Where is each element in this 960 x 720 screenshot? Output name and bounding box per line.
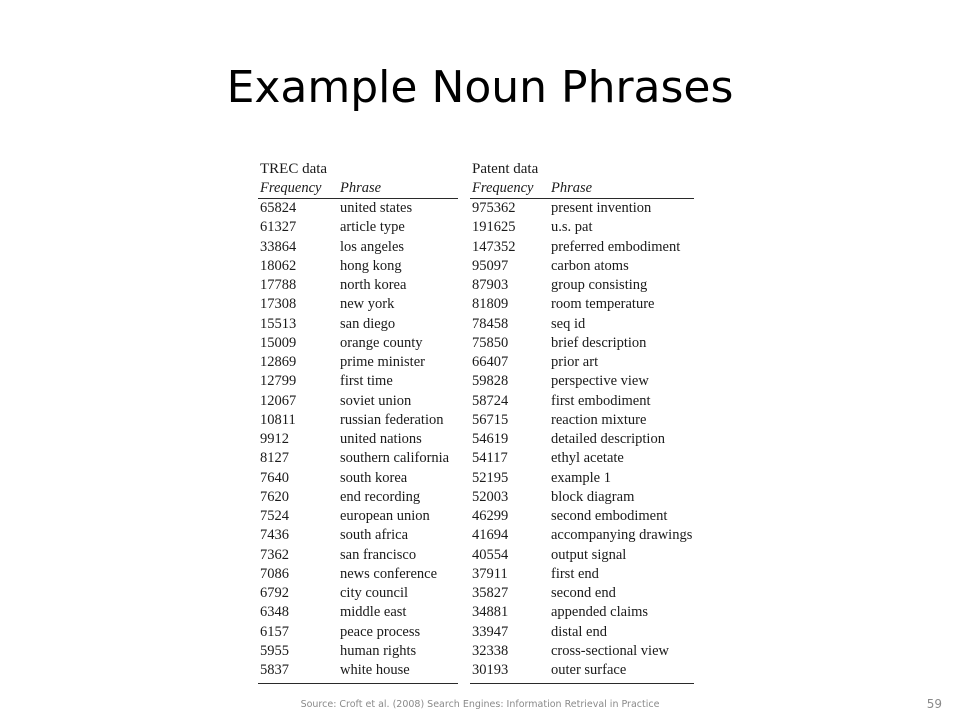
trec-frequency-cell: 7640 (260, 469, 289, 486)
patent-frequency-header: Frequency (472, 180, 534, 196)
trec-frequency-cell: 7620 (260, 488, 289, 505)
trec-phrase-cell: news conference (340, 565, 438, 582)
trec-phrase-cell: san diego (340, 315, 396, 332)
patent-frequency-cell: 59828 (472, 373, 509, 390)
trec-frequency-cell: 65824 (260, 200, 297, 216)
table-row (258, 334, 698, 353)
trec-phrase-cell: soviet union (340, 392, 412, 409)
patent-frequency-cell: 32338 (472, 642, 509, 659)
trec-frequency-cell: 5955 (260, 642, 289, 659)
patent-frequency-cell: 66407 (472, 354, 509, 370)
trec-phrase-cell: united nations (340, 431, 422, 447)
patent-phrase-cell: second end (551, 585, 616, 601)
table-row (258, 218, 698, 237)
patent-phrase-cell: output signal (551, 546, 627, 563)
patent-frequency-cell: 975362 (472, 200, 516, 216)
patent-phrase-cell: carbon atoms (551, 257, 629, 274)
table-row (258, 199, 698, 218)
patent-phrase-cell: brief description (551, 334, 647, 351)
trec-frequency-cell: 12869 (260, 354, 297, 370)
patent-frequency-cell: 95097 (472, 257, 509, 274)
trec-frequency-cell: 7524 (260, 508, 289, 524)
trec-phrase-cell: orange county (340, 334, 423, 351)
table-row (258, 295, 698, 314)
table-row (258, 661, 698, 680)
trec-frequency-cell: 7362 (260, 546, 289, 563)
patent-frequency-cell: 52003 (472, 488, 509, 505)
trec-phrase-cell: white house (340, 662, 410, 678)
trec-frequency-cell: 15513 (260, 315, 297, 332)
patent-phrase-cell: outer surface (551, 662, 627, 678)
patent-frequency-cell: 75850 (472, 334, 509, 351)
patent-group-title: Patent data (472, 161, 539, 177)
patent-phrase-cell: seq id (551, 315, 586, 332)
table-row (258, 584, 698, 603)
trec-phrase-cell: middle east (340, 604, 407, 621)
patent-frequency-cell: 54619 (472, 431, 509, 447)
patent-phrase-cell: ethyl acetate (551, 450, 624, 467)
trec-frequency-cell: 15009 (260, 334, 297, 351)
patent-frequency-cell: 46299 (472, 508, 509, 524)
trec-frequency-cell: 6348 (260, 604, 289, 621)
patent-frequency-cell: 37911 (472, 565, 508, 582)
patent-phrase-header: Phrase (551, 180, 593, 196)
trec-phrase-cell: first time (340, 373, 393, 390)
trec-frequency-cell: 10811 (260, 411, 296, 428)
patent-phrase-cell: reaction mixture (551, 411, 647, 428)
trec-frequency-cell: 17308 (260, 296, 297, 313)
patent-phrase-cell: first end (551, 565, 599, 582)
table-row (258, 603, 698, 622)
table-row (258, 392, 698, 411)
page-number: 59 (926, 697, 942, 711)
patent-phrase-cell: second embodiment (551, 508, 668, 524)
patent-frequency-cell: 40554 (472, 546, 509, 563)
patent-frequency-cell: 33947 (472, 623, 509, 640)
table-row (258, 488, 698, 507)
table-row (258, 353, 698, 372)
table-body (258, 199, 698, 680)
patent-phrase-cell: cross-sectional view (551, 642, 669, 659)
trec-phrase-cell: russian federation (340, 411, 444, 428)
patent-phrase-cell: distal end (551, 623, 607, 640)
patent-frequency-cell: 52195 (472, 469, 509, 486)
trec-frequency-cell: 5837 (260, 662, 289, 678)
patent-frequency-cell: 58724 (472, 392, 509, 409)
table-row (258, 238, 698, 257)
table-row (258, 469, 698, 488)
trec-phrase-cell: san francisco (340, 546, 417, 563)
patent-frequency-cell: 35827 (472, 585, 509, 601)
patent-phrase-cell: prior art (551, 354, 599, 370)
table-row (258, 257, 698, 276)
trec-phrase-cell: southern california (340, 450, 450, 467)
patent-phrase-cell: room temperature (551, 296, 655, 313)
table-row (258, 642, 698, 661)
patent-frequency-cell: 34881 (472, 604, 509, 621)
trec-phrase-cell: los angeles (340, 238, 405, 255)
table-row (258, 507, 698, 526)
trec-frequency-cell: 18062 (260, 257, 297, 274)
noun-phrase-table (258, 157, 698, 685)
table-row (258, 546, 698, 565)
trec-phrase-cell: hong kong (340, 257, 402, 274)
patent-frequency-cell: 191625 (472, 219, 516, 236)
trec-phrase-cell: article type (340, 219, 405, 236)
source-citation: Source: Croft et al. (2008) Search Engines: Information Retrieval in Practice (300, 699, 660, 710)
trec-frequency-cell: 6792 (260, 585, 289, 601)
trec-phrase-cell: new york (340, 296, 395, 313)
patent-frequency-cell: 30193 (472, 662, 509, 678)
trec-phrase-cell: human rights (340, 642, 417, 659)
patent-frequency-cell: 87903 (472, 277, 509, 293)
trec-frequency-cell: 17788 (260, 277, 297, 293)
trec-frequency-cell: 7436 (260, 527, 289, 544)
patent-frequency-cell: 78458 (472, 315, 509, 332)
patent-phrase-cell: perspective view (551, 373, 649, 390)
table-row (258, 276, 698, 295)
patent-frequency-cell: 41694 (472, 527, 509, 544)
table-row (258, 623, 698, 642)
patent-phrase-cell: example 1 (551, 469, 611, 486)
trec-phrase-cell: united states (340, 200, 413, 216)
trec-phrase-cell: north korea (340, 277, 407, 293)
trec-frequency-cell: 12067 (260, 392, 297, 409)
table-row (258, 449, 698, 468)
table-row (258, 565, 698, 584)
slide-title: Example Noun Phrases (226, 62, 734, 113)
trec-frequency-cell: 33864 (260, 238, 297, 255)
patent-phrase-cell: first embodiment (551, 392, 651, 409)
patent-phrase-cell: present invention (551, 200, 652, 216)
trec-footer-rule (258, 683, 458, 684)
patent-frequency-cell: 54117 (472, 450, 508, 467)
trec-phrase-cell: peace process (340, 623, 421, 640)
trec-group-title: TREC data (260, 161, 328, 177)
trec-frequency-cell: 8127 (260, 450, 289, 467)
patent-phrase-cell: accompanying drawings (551, 527, 693, 544)
patent-phrase-cell: u.s. pat (551, 219, 593, 236)
patent-phrase-cell: appended claims (551, 604, 649, 621)
trec-frequency-cell: 9912 (260, 431, 289, 447)
trec-phrase-cell: prime minister (340, 354, 425, 370)
patent-frequency-cell: 56715 (472, 411, 509, 428)
patent-phrase-cell: detailed description (551, 431, 665, 447)
table-row (258, 526, 698, 545)
trec-phrase-cell: south africa (340, 527, 409, 544)
table-row (258, 315, 698, 334)
trec-phrase-cell: european union (340, 508, 430, 524)
trec-frequency-cell: 61327 (260, 219, 297, 236)
trec-frequency-cell: 6157 (260, 623, 289, 640)
patent-frequency-cell: 81809 (472, 296, 509, 313)
patent-phrase-cell: group consisting (551, 277, 648, 293)
table-row (258, 372, 698, 391)
trec-phrase-cell: end recording (340, 488, 421, 505)
patent-phrase-cell: block diagram (551, 488, 635, 505)
patent-footer-rule (470, 683, 694, 684)
trec-phrase-cell: city council (340, 585, 409, 601)
trec-phrase-header: Phrase (340, 180, 382, 196)
table-row (258, 411, 698, 430)
trec-phrase-cell: south korea (340, 469, 408, 486)
trec-frequency-cell: 7086 (260, 565, 289, 582)
table-row (258, 430, 698, 449)
trec-frequency-cell: 12799 (260, 373, 297, 390)
patent-phrase-cell: preferred embodiment (551, 238, 681, 255)
trec-frequency-header: Frequency (260, 180, 322, 196)
patent-frequency-cell: 147352 (472, 238, 516, 255)
